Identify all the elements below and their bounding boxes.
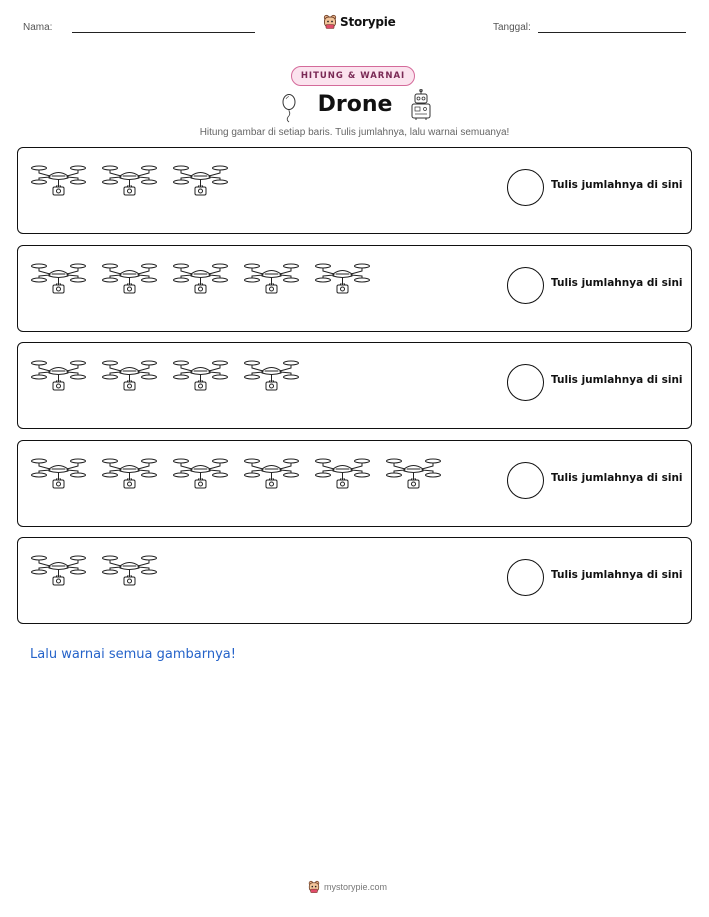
balloon-icon <box>281 93 297 123</box>
storypie-logo-icon <box>323 14 337 30</box>
drone-icon <box>243 263 300 303</box>
drone-group <box>30 263 371 303</box>
drone-icon <box>101 360 158 400</box>
page-title: Drone <box>317 92 393 117</box>
drone-icon <box>101 458 158 498</box>
count-row <box>17 537 692 624</box>
category-pill: HITUNG & WARNAI <box>291 66 415 86</box>
footer-site-url: mystorypie.com <box>324 882 388 892</box>
drone-icon <box>172 360 229 400</box>
drone-icon <box>172 263 229 303</box>
answer-circle[interactable] <box>507 462 544 499</box>
count-row <box>17 440 692 527</box>
name-label: Nama: <box>23 22 53 33</box>
brand-name: Storypie <box>340 15 396 29</box>
drone-group <box>30 165 229 205</box>
footer-brand <box>308 880 387 894</box>
drone-group <box>30 555 158 595</box>
count-row <box>17 245 692 332</box>
drone-icon <box>314 458 371 498</box>
answer-label: Tulis jumlahnya di sini <box>551 277 683 289</box>
instruction-text: Hitung gambar di setiap baris. Tulis jumlahnya, lalu warnai semuanya! <box>199 127 510 138</box>
drone-group <box>30 360 300 400</box>
storypie-logo-icon <box>308 880 320 894</box>
drone-icon <box>30 458 87 498</box>
drone-icon <box>101 555 158 595</box>
drone-icon <box>101 263 158 303</box>
coloring-instruction: Lalu warnai semua gambarnya! <box>30 647 236 662</box>
date-field[interactable] <box>538 32 686 33</box>
drone-icon <box>172 458 229 498</box>
answer-circle[interactable] <box>507 267 544 304</box>
drone-icon <box>314 263 371 303</box>
answer-label: Tulis jumlahnya di sini <box>551 472 683 484</box>
answer-circle[interactable] <box>507 559 544 596</box>
drone-icon <box>30 263 87 303</box>
robot-icon <box>410 89 432 121</box>
drone-icon <box>243 458 300 498</box>
drone-group <box>30 458 442 498</box>
count-row <box>17 147 692 234</box>
answer-label: Tulis jumlahnya di sini <box>551 374 683 386</box>
name-field[interactable] <box>72 32 255 33</box>
drone-icon <box>30 555 87 595</box>
answer-label: Tulis jumlahnya di sini <box>551 179 683 191</box>
answer-circle[interactable] <box>507 364 544 401</box>
answer-label: Tulis jumlahnya di sini <box>551 569 683 581</box>
drone-icon <box>172 165 229 205</box>
drone-icon <box>30 360 87 400</box>
drone-icon <box>101 165 158 205</box>
drone-icon <box>385 458 442 498</box>
answer-circle[interactable] <box>507 169 544 206</box>
brand <box>323 12 396 32</box>
drone-icon <box>30 165 87 205</box>
drone-icon <box>243 360 300 400</box>
count-row <box>17 342 692 429</box>
date-label: Tanggal: <box>493 22 531 33</box>
